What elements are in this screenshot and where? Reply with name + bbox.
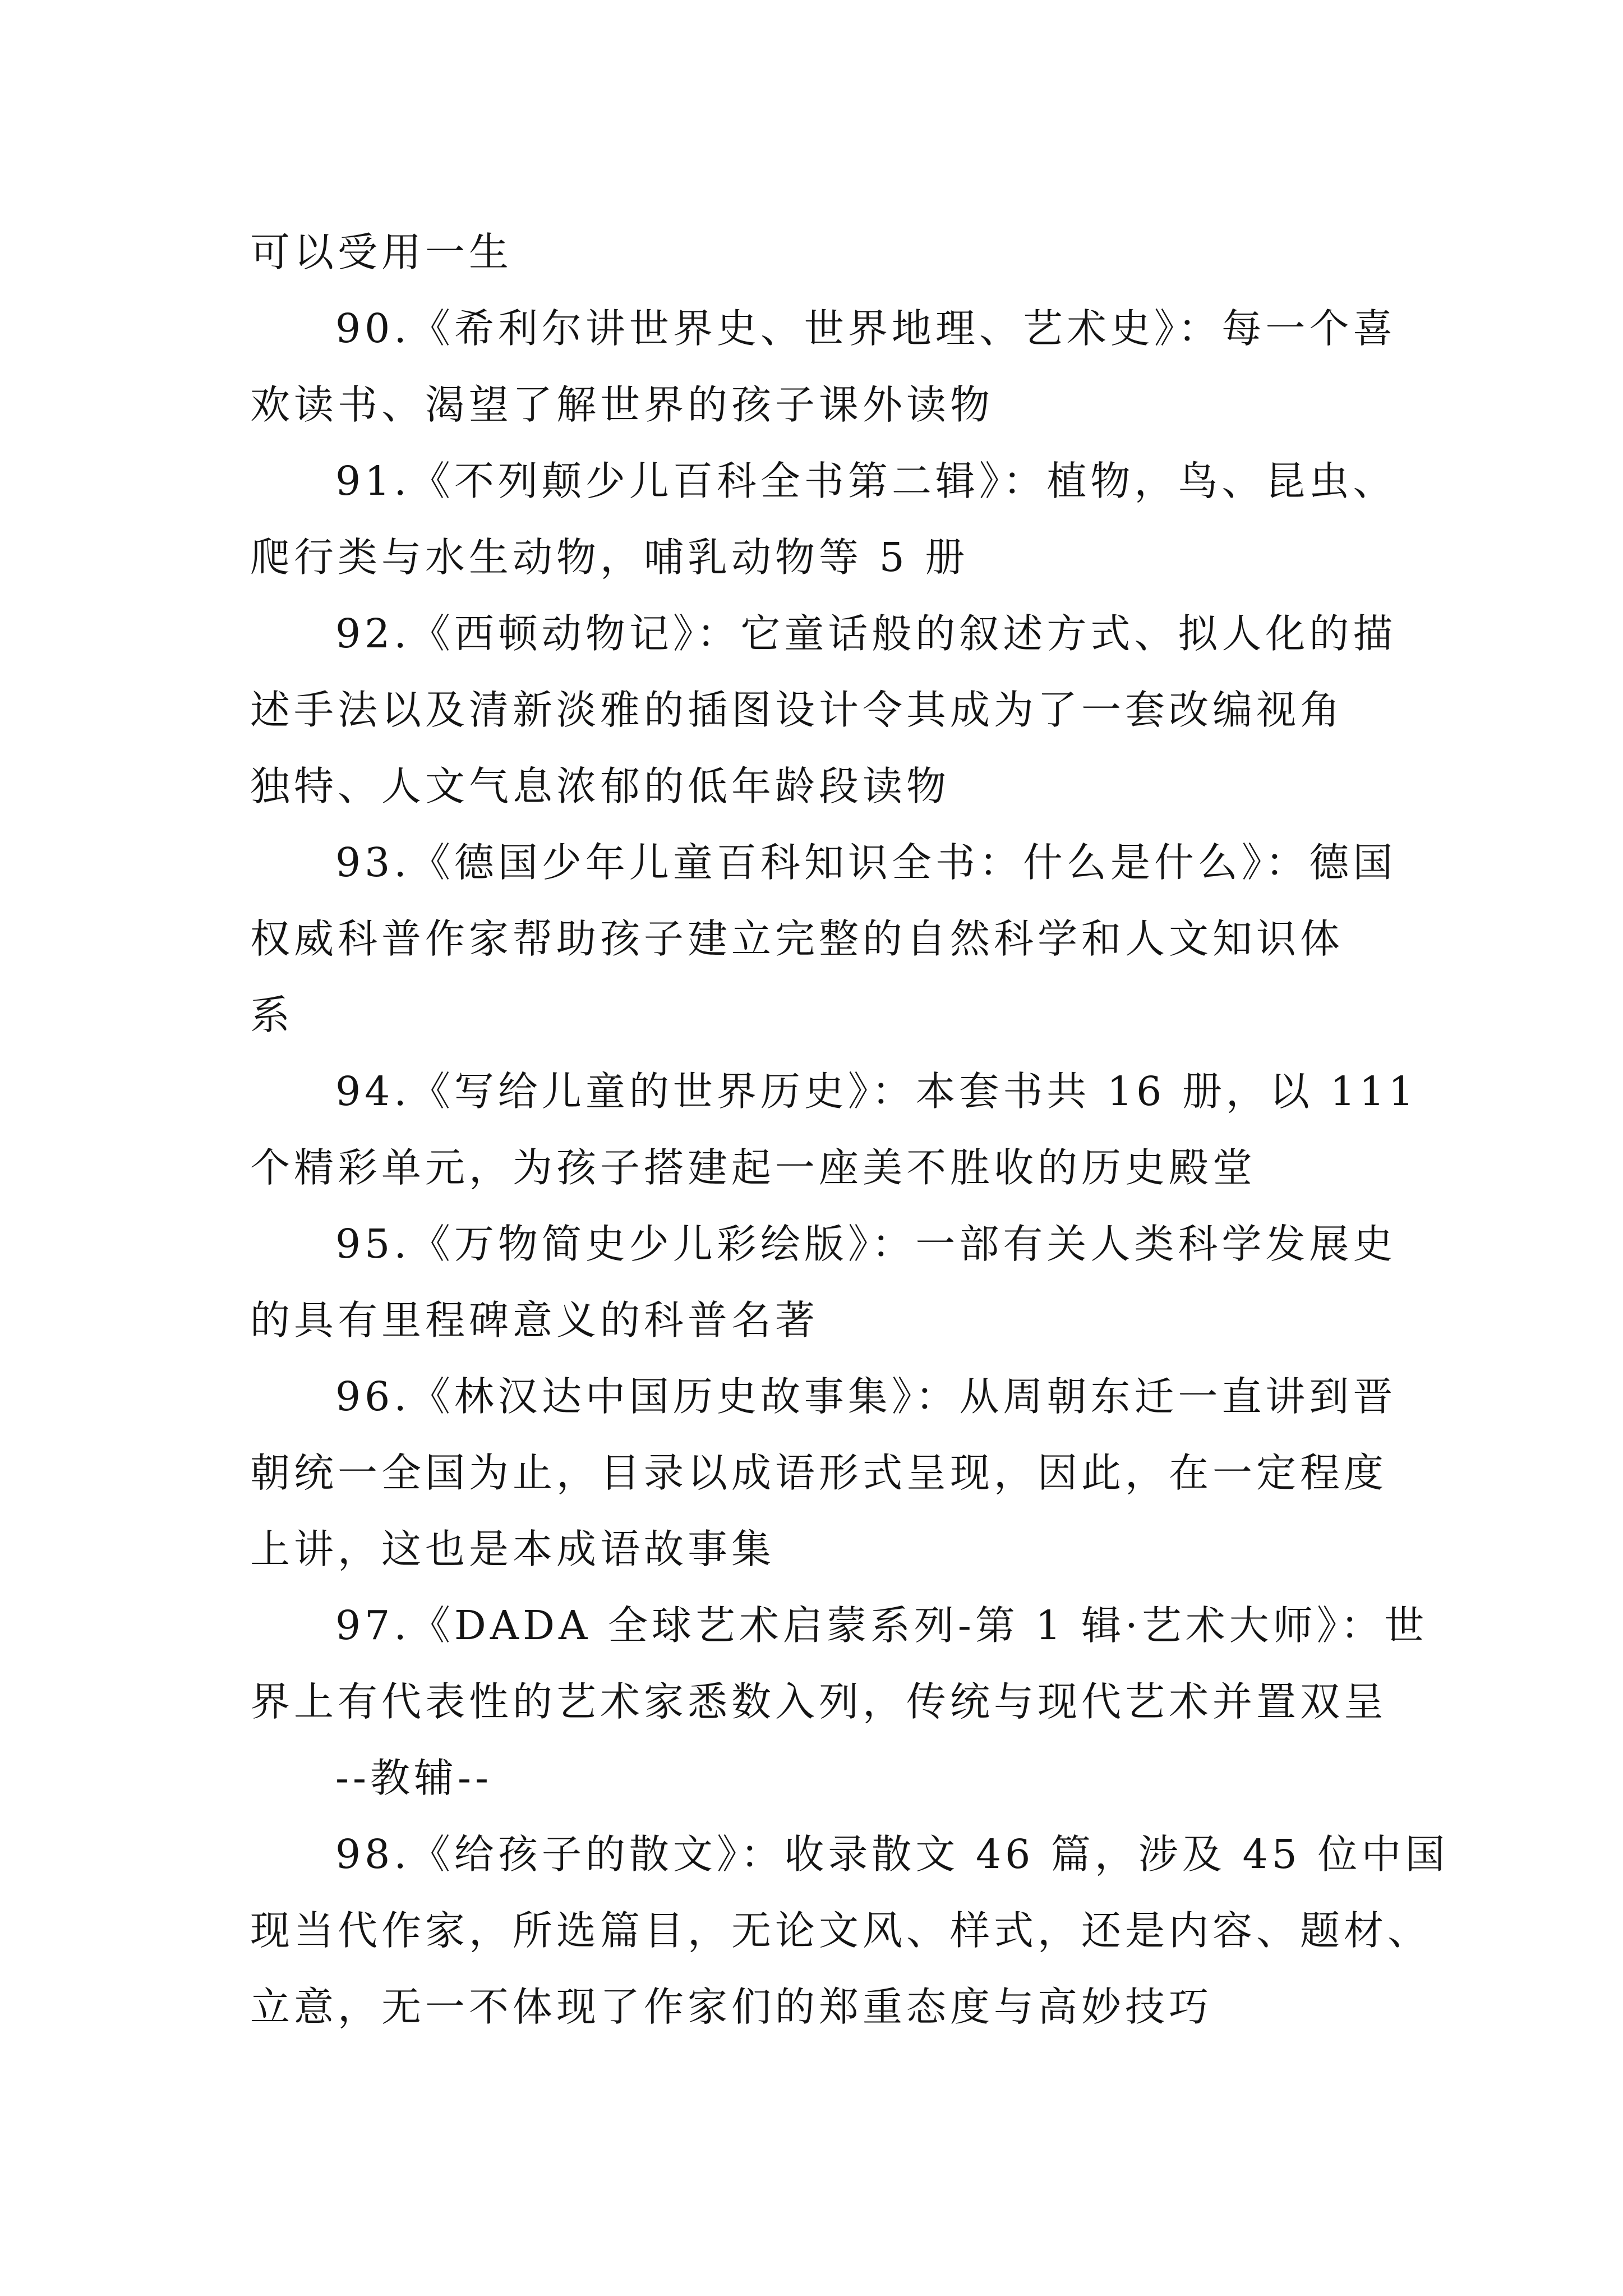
- list-item-91: [250, 443, 1397, 596]
- list-item-95: [250, 1206, 1397, 1359]
- text-line: 90.《希利尔讲世界史、世界地理、艺术史》：每一个喜: [335, 305, 1397, 352]
- text-line: 95.《万物简史少儿彩绘版》：一部有关人类科学发展史: [335, 1221, 1397, 1267]
- text-line: 个精彩单元，为孩子搭建起一座美不胜收的历史殿堂: [250, 1144, 1257, 1191]
- text-line: 92.《西顿动物记》：它童话般的叙述方式、拟人化的描: [335, 610, 1397, 657]
- text-line: 96.《林汉达中国历史故事集》：从周朝东迁一直讲到晋: [335, 1373, 1397, 1420]
- text-line: 立意，无一不体现了作家们的郑重态度与高妙技巧: [250, 1984, 1213, 2030]
- text-line: 现当代作家，所选篇目，无论文风、样式，还是内容、题材、: [250, 1907, 1432, 1954]
- text-line: 权威科普作家帮助孩子建立完整的自然科学和人文知识体: [250, 915, 1344, 962]
- list-item-92: [250, 596, 1397, 825]
- list-item-94: [250, 1053, 1418, 1206]
- text-line: 独特、人文气息浓郁的低年龄段读物: [250, 763, 951, 809]
- text-line: 91.《不列颠少儿百科全书第二辑》：植物，鸟、昆虫、: [335, 458, 1397, 504]
- text-line: 欢读书、渴望了解世界的孩子课外读物: [250, 381, 994, 428]
- section-label: --教辅--: [335, 1755, 492, 1801]
- text-line: 94.《写给儿童的世界历史》：本套书共 16 册，以 111: [335, 1068, 1418, 1115]
- text-line: 可以受用一生: [250, 229, 513, 275]
- text-line: 系: [250, 992, 294, 1038]
- text-line: 98.《给孩子的散文》：收录散文 46 篇，涉及 45 位中国: [335, 1831, 1449, 1878]
- paragraph-continuation: [250, 214, 1386, 291]
- text-line: 上讲，这也是本成语故事集: [250, 1526, 776, 1572]
- text-line: 93.《德国少年儿童百科知识全书：什么是什么》：德国: [335, 839, 1397, 886]
- text-line: 97.《DADA 全球艺术启蒙系列-第 1 辑·艺术大师》：世: [335, 1602, 1428, 1649]
- text-line: 朝统一全国为止，目录以成语形式呈现，因此，在一定程度: [250, 1450, 1388, 1496]
- list-item-96: [250, 1359, 1397, 1588]
- text-line: 的具有里程碑意义的科普名著: [250, 1297, 819, 1343]
- text-line: 述手法以及清新淡雅的插图设计令其成为了一套改编视角: [250, 687, 1344, 733]
- list-item-97: [250, 1588, 1428, 1740]
- section-heading: [250, 1740, 1386, 1816]
- document-body: [250, 214, 1449, 2045]
- list-item-93: [250, 825, 1397, 1053]
- list-item-98: [250, 1816, 1449, 2045]
- list-item-90: [250, 291, 1397, 443]
- text-line: 爬行类与水生动物，哺乳动物等 5 册: [250, 534, 969, 581]
- text-line: 界上有代表性的艺术家悉数入列，传统与现代艺术并置双呈: [250, 1678, 1388, 1725]
